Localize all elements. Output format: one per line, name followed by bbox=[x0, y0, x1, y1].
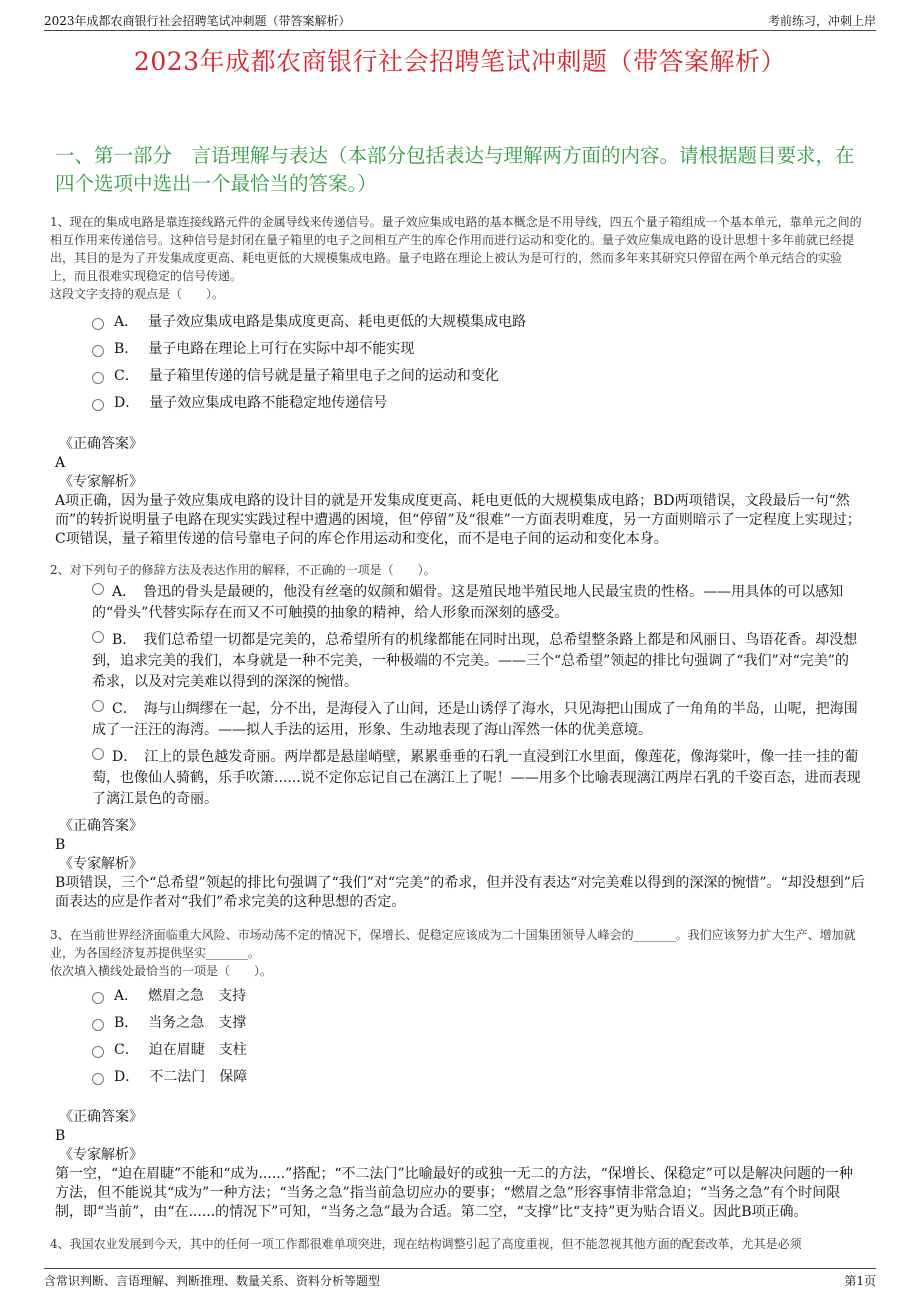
radio-button[interactable] bbox=[92, 399, 104, 411]
footer-left-text: 含常识判断、言语理解、判断推理、数量关系、资料分析等题型 bbox=[44, 1274, 381, 1288]
header-left-text: 2023年成都农商银行社会招聘笔试冲刺题（带答案解析） bbox=[44, 14, 351, 28]
option-c[interactable] bbox=[92, 366, 872, 393]
radio-button[interactable] bbox=[92, 700, 104, 712]
option-letter: A． bbox=[114, 988, 139, 1004]
option-text: 不二法门 保障 bbox=[149, 1069, 248, 1085]
option-text: 量子电路在理论上可行在实际中却不能实现 bbox=[148, 341, 415, 357]
question-text: 4、我国农业发展到今天，其中的任何一项工作都很难单项突进，现在结构调整引起了高度重视，但不能忽视其他方面的配套改革，尤其是必须 bbox=[50, 1237, 802, 1251]
option-text: 当务之急 支撑 bbox=[148, 1015, 247, 1031]
option-text: 量子效应集成电路不能稳定地传递信号 bbox=[149, 395, 388, 411]
radio-button[interactable] bbox=[92, 583, 104, 595]
radio-button[interactable] bbox=[92, 1073, 104, 1085]
question-text: 2、对下列句子的修辞方法及表达作用的解释，不正确的一项是（ ）。 bbox=[50, 563, 436, 577]
radio-button[interactable] bbox=[92, 1019, 104, 1031]
question-4-stem bbox=[50, 1235, 865, 1253]
option-letter: C． bbox=[112, 701, 130, 717]
radio-button[interactable] bbox=[92, 992, 104, 1004]
question-1-answer bbox=[55, 435, 865, 549]
question-1-options bbox=[92, 312, 872, 420]
question-2-answer bbox=[55, 817, 865, 912]
question-3-answer bbox=[55, 1108, 865, 1222]
answer-value: B bbox=[55, 837, 66, 853]
option-d[interactable] bbox=[92, 747, 862, 810]
option-a[interactable] bbox=[92, 582, 862, 624]
question-3-stem bbox=[50, 926, 865, 980]
option-text: 我们总希望一切都是完美的，总希望所有的机缘都能在同时出现，总希望整条路上都是和风丽日、鸟语花香。却没想到，追求完美的我们，本身就是一种不完美，一种极端的不完美。——三个“总希望”领起的排比句强调了“我们”对“完美”的希求，以及对完美难以得到的深深的惋惜。 bbox=[92, 632, 858, 690]
radio-button[interactable] bbox=[92, 318, 104, 330]
option-b[interactable] bbox=[92, 1013, 872, 1040]
option-text: 江上的景色越发奇丽。两岸都是悬崖峭壁，累累垂垂的石乳一直浸到江水里面，像莲花，像海棠叶，像一挂一挂的葡萄，也像仙人骑鹤，乐手吹箫......说不定你忘记自己在漓江上了呢！——用多个比喻表现漓江两岸石乳的千姿百态，进而表现了漓江景色的奇丽。 bbox=[92, 749, 861, 807]
option-letter: D． bbox=[114, 1069, 140, 1085]
page-header bbox=[44, 10, 876, 31]
question-text: 3、在当前世界经济面临重大风险、市场动荡不定的情况下，保增长、促稳定应该成为二十国集团领导人峰会的_______。我们应该努力扩大生产、增加就业，为各国经济复苏提供坚实_______。 bbox=[50, 928, 856, 960]
answer-value: B bbox=[55, 1128, 66, 1144]
option-letter: A． bbox=[114, 314, 139, 330]
option-letter: B． bbox=[114, 1015, 139, 1031]
option-text: 鲁迅的骨头是最硬的，他没有丝毫的奴颜和媚骨。这是殖民地半殖民地人民最宝贵的性格。——用具体的可以感知的“骨头”代替实际存在而又不可触摸的抽象的精神，给人形象而深刻的感受。 bbox=[92, 584, 844, 621]
page-number: 第1页 bbox=[844, 1274, 876, 1288]
question-1-stem bbox=[50, 213, 865, 303]
answer-label: 《正确答案》 bbox=[59, 1109, 143, 1125]
option-d[interactable] bbox=[92, 393, 872, 420]
option-d[interactable] bbox=[92, 1067, 872, 1094]
answer-label: 《正确答案》 bbox=[59, 818, 143, 834]
analysis-text: B项错误，三个“总希望”领起的排比句强调了“我们”对“完美”的希求，但并没有表达“对完美难以得到的深深的惋惜”。“却没想到”后面表达的应是作者对“我们”希求完美的这种思想的否定。 bbox=[55, 875, 865, 910]
option-b[interactable] bbox=[92, 630, 862, 693]
option-text: 迫在眉睫 支柱 bbox=[148, 1042, 247, 1058]
radio-button[interactable] bbox=[92, 372, 104, 384]
option-text: 燃眉之急 支持 bbox=[148, 988, 247, 1004]
option-a[interactable] bbox=[92, 312, 872, 339]
question-prompt: 依次填入横线处最恰当的一项是（ ）。 bbox=[50, 964, 273, 978]
answer-label: 《正确答案》 bbox=[59, 436, 143, 452]
option-c[interactable] bbox=[92, 699, 862, 741]
option-text: 海与山绸缪在一起，分不出，是海侵入了山间，还是山诱俘了海水，只见海把山围成了一角角的半岛，山呢，把海围成了一汪汪的海湾。——拟人手法的运用，形象、生动地表现了海山浑然一体的优美意境。 bbox=[92, 701, 858, 738]
option-letter: C． bbox=[114, 1042, 139, 1058]
option-text: 量子箱里传递的信号就是量子箱里电子之间的运动和变化 bbox=[148, 368, 499, 384]
header-right-text: 考前练习，冲刺上岸 bbox=[767, 14, 876, 28]
option-letter: B． bbox=[112, 632, 130, 648]
page-footer bbox=[44, 1268, 876, 1289]
option-letter: C． bbox=[114, 368, 139, 384]
question-2-stem bbox=[50, 561, 865, 579]
answer-value: A bbox=[55, 455, 66, 471]
option-letter: D． bbox=[114, 395, 140, 411]
question-text: 1、现在的集成电路是靠连接线路元件的金属导线来传递信号。量子效应集成电路的基本概念是不用导线，四五个量子箱组成一个基本单元，靠单元之间的相互作用来传递信号。这种信号是封闭在量子箱里的电子之间相互产生的库仑作用而进行运动和变化的。量子效应集成电路的设计思想十多年前就已经提出，其目的是为了开发集成度更高、耗电更低的大规模集成电路。量子电路在理论上被认为是可行的，然而多年来其研究只停留在两个单元结合的实验上，而且很难实现稳定的信号传递。 bbox=[50, 215, 862, 283]
radio-button[interactable] bbox=[92, 631, 104, 643]
radio-button[interactable] bbox=[92, 748, 104, 760]
section-heading: 一、第一部分 言语理解与表达（本部分包括表达与理解两方面的内容。请根据题目要求，在四个选项中选出一个最恰当的答案。） bbox=[55, 144, 855, 195]
analysis-label: 《专家解析》 bbox=[59, 474, 143, 490]
analysis-text: A项正确，因为量子效应集成电路的设计目的就是开发集成度更高、耗电更低的大规模集成电路；BD两项错误，文段最后一句“然而”的转折说明量子电路在现实实践过程中遭遇的困境，但“停留”及“很难”一方面表明难度，另一方面则暗示了一定程度上实现过；C项错误，量子箱里传递的信号靠电子问的库仑作用运动和变化，而不是电子间的运动和变化本身。 bbox=[55, 493, 861, 547]
radio-button[interactable] bbox=[92, 345, 104, 357]
option-letter: A． bbox=[112, 584, 130, 600]
radio-button[interactable] bbox=[92, 1046, 104, 1058]
question-3-options bbox=[92, 986, 872, 1094]
option-c[interactable] bbox=[92, 1040, 872, 1067]
document-title: 2023年成都农商银行社会招聘笔试冲刺题（带答案解析） bbox=[133, 47, 787, 76]
option-letter: B． bbox=[114, 341, 139, 357]
analysis-label: 《专家解析》 bbox=[59, 1147, 143, 1163]
analysis-text: 第一空，“迫在眉睫”不能和“成为......”搭配；“不二法门”比喻最好的或独一无二的方法，“保增长、保稳定”可以是解决问题的一种方法，但不能说其“成为”一种方法；“当务之急”指当前急切应办的要事；“燃眉之急”形容事情非常急迫；“当务之急”有个时间限制，即“当前”，由“在......的情况下”可知，“当务之急”最为合适。第二空，“支撑”比“支持”更为贴合语义。因此B项正确。 bbox=[55, 1166, 853, 1220]
analysis-label: 《专家解析》 bbox=[59, 856, 143, 872]
option-b[interactable] bbox=[92, 339, 872, 366]
option-a[interactable] bbox=[92, 986, 872, 1013]
question-2-options bbox=[92, 582, 862, 816]
question-prompt: 这段文字支持的观点是（ ）。 bbox=[50, 287, 225, 301]
option-text: 量子效应集成电路是集成度更高、耗电更低的大规模集成电路 bbox=[148, 314, 527, 330]
option-letter: D． bbox=[112, 749, 131, 765]
